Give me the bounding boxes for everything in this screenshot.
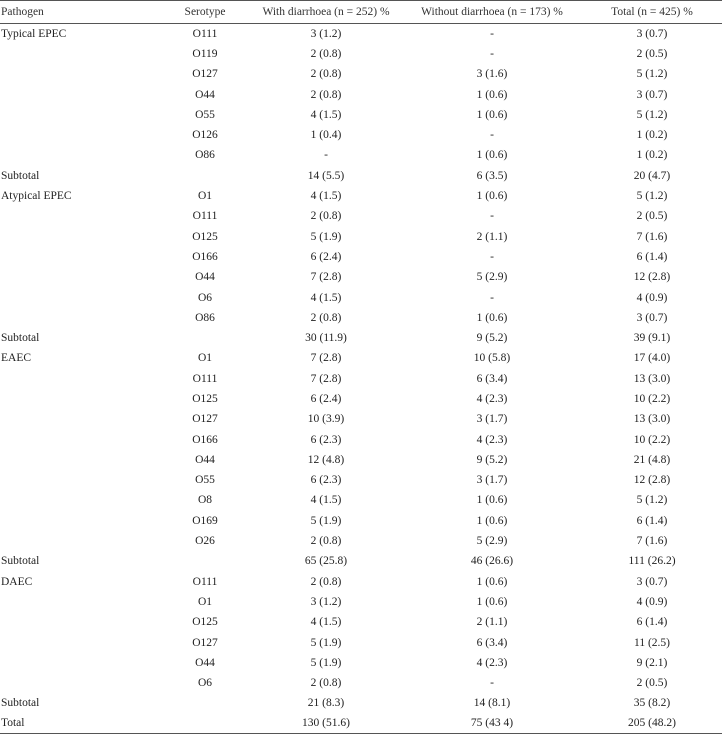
cell-with-diarrhoea: 3 (1.2) (310, 27, 342, 40)
cell-serotype: O127 (192, 68, 218, 81)
cell-without-diarrhoea: - (490, 129, 494, 142)
cell-total: 4 (0.9) (636, 291, 668, 304)
cell-serotype (160, 551, 250, 571)
table-row (0, 450, 722, 470)
cell-without-diarrhoea: 1 (0.6) (476, 514, 508, 527)
cell-pathogen (0, 206, 160, 226)
cell-with-diarrhoea: 4 (1.5) (310, 494, 342, 507)
cell-pathogen (0, 490, 160, 510)
cell-serotype: O111 (192, 210, 218, 223)
cell-without-diarrhoea: 1 (0.6) (476, 190, 508, 203)
cell-total: 7 (1.6) (636, 535, 668, 548)
table-row (0, 267, 722, 287)
cell-with-diarrhoea: 1 (0.4) (310, 129, 342, 142)
cell-without-diarrhoea: 5 (2.9) (476, 271, 508, 284)
cell-with-diarrhoea: 7 (2.8) (310, 352, 342, 365)
cell-serotype: O55 (195, 108, 215, 121)
cell-serotype: O1 (197, 595, 213, 608)
cell-serotype: O119 (192, 47, 218, 60)
cell-serotype: O44 (195, 88, 215, 101)
table-row (0, 125, 722, 145)
cell-pathogen (0, 409, 160, 429)
cell-pathogen (0, 247, 160, 267)
cell-pathogen: Subtotal (1, 697, 40, 710)
cell-pathogen: Subtotal (1, 169, 40, 182)
cell-without-diarrhoea: 2 (1.1) (476, 616, 508, 629)
cell-with-diarrhoea: 4 (1.5) (310, 190, 342, 203)
cell-without-diarrhoea: 4 (2.3) (476, 392, 508, 405)
cell-with-diarrhoea: 4 (1.5) (310, 616, 342, 629)
cell-with-diarrhoea: 7 (2.8) (310, 271, 342, 284)
cell-with-diarrhoea: 5 (1.9) (310, 656, 342, 669)
cell-serotype: O44 (195, 453, 215, 466)
cell-pathogen (0, 653, 160, 673)
cell-without-diarrhoea: - (490, 677, 494, 690)
cell-pathogen (0, 531, 160, 551)
cell-total: 5 (1.2) (636, 494, 668, 507)
cell-with-diarrhoea: 4 (1.5) (310, 291, 342, 304)
table-row (0, 226, 722, 246)
cell-serotype: O125 (192, 392, 218, 405)
cell-pathogen: Total (0, 714, 160, 734)
cell-total: 21 (4.8) (633, 453, 671, 466)
cell-with-diarrhoea: 6 (2.3) (310, 433, 342, 446)
cell-serotype: O1 (197, 190, 213, 203)
cell-serotype: O169 (192, 514, 218, 527)
table-row (0, 693, 722, 713)
cell-pathogen (0, 44, 160, 64)
cell-without-diarrhoea: 2 (1.1) (476, 230, 508, 243)
cell-serotype (160, 693, 250, 713)
cell-with-diarrhoea: 6 (2.4) (310, 392, 342, 405)
cell-with-diarrhoea: 2 (0.8) (310, 535, 342, 548)
table-row (0, 64, 722, 84)
cell-pathogen (0, 64, 160, 84)
cell-with-diarrhoea: 2 (0.8) (310, 575, 342, 588)
table-row (0, 612, 722, 632)
table-body (0, 24, 722, 734)
table-row (0, 592, 722, 612)
cell-pathogen (0, 592, 160, 612)
cell-total: 9 (2.1) (636, 656, 668, 669)
cell-total: 5 (1.2) (636, 108, 668, 121)
cell-pathogen: Atypical EPEC (1, 190, 72, 203)
cell-without-diarrhoea: 1 (0.6) (476, 311, 508, 324)
cell-serotype: O6 (197, 677, 213, 690)
table-row (0, 714, 722, 734)
cell-with-diarrhoea: 30 (11.9) (305, 332, 347, 345)
table-header (0, 1, 722, 24)
cell-pathogen (0, 612, 160, 632)
cell-with-diarrhoea: 130 (51.6) (250, 714, 402, 734)
cell-with-diarrhoea: 2 (0.8) (310, 311, 342, 324)
cell-without-diarrhoea: 1 (0.6) (476, 108, 508, 121)
cell-pathogen (0, 145, 160, 165)
cell-serotype: O127 (192, 636, 218, 649)
cell-serotype: O86 (195, 311, 215, 324)
table-row (0, 389, 722, 409)
cell-with-diarrhoea: - (324, 149, 328, 162)
cell-serotype (160, 328, 250, 348)
cell-pathogen (0, 511, 160, 531)
cell-with-diarrhoea: 10 (3.9) (307, 413, 345, 426)
cell-total: 13 (3.0) (633, 413, 671, 426)
cell-total: 3 (0.7) (636, 27, 668, 40)
cell-serotype (160, 714, 250, 734)
cell-pathogen (0, 287, 160, 307)
table-row (0, 84, 722, 104)
cell-without-diarrhoea: 4 (2.3) (476, 656, 508, 669)
cell-total: 12 (2.8) (633, 474, 671, 487)
cell-total: 2 (0.5) (636, 47, 668, 60)
cell-total: 39 (9.1) (633, 332, 671, 345)
cell-serotype: O125 (192, 230, 218, 243)
cell-serotype: O44 (195, 271, 215, 284)
header-with-diarrhoea: With diarrhoea (n = 252) % (250, 1, 402, 24)
cell-without-diarrhoea: - (490, 47, 494, 60)
cell-without-diarrhoea: 9 (5.2) (476, 453, 508, 466)
table-row (0, 632, 722, 652)
cell-serotype (160, 166, 250, 186)
cell-total: 20 (4.7) (633, 169, 671, 182)
cell-pathogen (0, 267, 160, 287)
cell-pathogen (0, 84, 160, 104)
table-row (0, 429, 722, 449)
cell-total: 205 (48.2) (582, 714, 722, 734)
cell-total: 1 (0.2) (636, 149, 668, 162)
table-row (0, 531, 722, 551)
cell-total: 6 (1.4) (636, 250, 668, 263)
cell-total: 2 (0.5) (636, 210, 668, 223)
table-row (0, 572, 722, 592)
cell-total: 13 (3.0) (633, 372, 671, 385)
cell-total: 4 (0.9) (636, 595, 668, 608)
cell-pathogen: DAEC (1, 575, 33, 588)
cell-with-diarrhoea: 5 (1.9) (310, 230, 342, 243)
cell-without-diarrhoea: 10 (5.8) (473, 352, 511, 365)
cell-total: 3 (0.7) (636, 311, 668, 324)
cell-total: 35 (8.2) (633, 697, 671, 710)
header-total: Total (n = 425) % (582, 1, 722, 24)
cell-total: 6 (1.4) (636, 616, 668, 629)
table-row (0, 186, 722, 206)
cell-without-diarrhoea: 9 (5.2) (476, 332, 508, 345)
cell-serotype: O125 (192, 616, 218, 629)
cell-pathogen: Subtotal (1, 332, 40, 345)
cell-pathogen (0, 429, 160, 449)
cell-with-diarrhoea: 2 (0.8) (310, 88, 342, 101)
cell-without-diarrhoea: 6 (3.5) (476, 169, 508, 182)
table-row (0, 166, 722, 186)
cell-serotype: O8 (197, 494, 213, 507)
cell-serotype: O126 (192, 129, 218, 142)
cell-serotype: O55 (195, 474, 215, 487)
cell-total: 11 (2.5) (634, 636, 670, 649)
cell-without-diarrhoea: - (490, 210, 494, 223)
table-row (0, 511, 722, 531)
cell-with-diarrhoea: 3 (1.2) (310, 595, 342, 608)
cell-pathogen (0, 470, 160, 490)
table-row (0, 24, 722, 44)
cell-with-diarrhoea: 2 (0.8) (310, 210, 342, 223)
cell-without-diarrhoea: 3 (1.7) (476, 474, 508, 487)
cell-serotype: O86 (195, 149, 215, 162)
cell-with-diarrhoea: 12 (4.8) (307, 453, 345, 466)
cell-serotype: O111 (192, 27, 218, 40)
cell-pathogen (0, 125, 160, 145)
cell-total: 111 (26.2) (628, 555, 676, 568)
cell-without-diarrhoea: 46 (26.6) (470, 555, 514, 568)
cell-total: 5 (1.2) (636, 190, 668, 203)
table-row (0, 247, 722, 267)
cell-serotype: O44 (195, 656, 215, 669)
cell-pathogen (0, 632, 160, 652)
cell-without-diarrhoea: 3 (1.7) (476, 413, 508, 426)
cell-serotype: O111 (192, 575, 218, 588)
cell-without-diarrhoea: 1 (0.6) (476, 149, 508, 162)
table-row (0, 206, 722, 226)
cell-serotype: O111 (192, 372, 218, 385)
cell-with-diarrhoea: 6 (2.3) (310, 474, 342, 487)
cell-total: 17 (4.0) (633, 352, 671, 365)
cell-without-diarrhoea: - (490, 291, 494, 304)
cell-total: 6 (1.4) (636, 514, 668, 527)
cell-without-diarrhoea: 1 (0.6) (476, 595, 508, 608)
cell-pathogen (0, 389, 160, 409)
header-pathogen: Pathogen (0, 1, 160, 24)
header-row (0, 1, 722, 24)
cell-with-diarrhoea: 5 (1.9) (310, 636, 342, 649)
cell-total: 3 (0.7) (636, 575, 668, 588)
cell-without-diarrhoea: 1 (0.6) (476, 88, 508, 101)
cell-pathogen: Subtotal (1, 555, 40, 568)
table-row (0, 409, 722, 429)
cell-total: 1 (0.2) (636, 129, 668, 142)
cell-serotype: O26 (195, 535, 215, 548)
cell-total: 7 (1.6) (636, 230, 668, 243)
cell-without-diarrhoea: 6 (3.4) (476, 636, 508, 649)
cell-without-diarrhoea: 3 (1.6) (476, 68, 508, 81)
cell-without-diarrhoea: 4 (2.3) (476, 433, 508, 446)
cell-serotype: O6 (197, 291, 213, 304)
cell-without-diarrhoea: 14 (8.1) (473, 697, 511, 710)
cell-pathogen (0, 673, 160, 693)
table-row (0, 470, 722, 490)
cell-serotype: O1 (197, 352, 213, 365)
header-without-diarrhoea: Without diarrhoea (n = 173) % (402, 1, 582, 24)
cell-serotype: O127 (192, 413, 218, 426)
table-row (0, 369, 722, 389)
cell-pathogen (0, 308, 160, 328)
cell-pathogen (0, 450, 160, 470)
table-row (0, 673, 722, 693)
cell-with-diarrhoea: 6 (2.4) (310, 250, 342, 263)
cell-with-diarrhoea: 2 (0.8) (310, 677, 342, 690)
cell-without-diarrhoea: - (490, 27, 494, 40)
cell-with-diarrhoea: 4 (1.5) (310, 108, 342, 121)
cell-serotype: O166 (192, 250, 218, 263)
table-row (0, 653, 722, 673)
cell-pathogen (0, 105, 160, 125)
cell-without-diarrhoea: - (490, 250, 494, 263)
cell-pathogen (0, 226, 160, 246)
cell-without-diarrhoea: 75 (43 4) (402, 714, 582, 734)
header-serotype: Serotype (160, 1, 250, 24)
table-row (0, 348, 722, 368)
cell-without-diarrhoea: 1 (0.6) (476, 494, 508, 507)
table-row (0, 328, 722, 348)
cell-with-diarrhoea: 14 (5.5) (307, 169, 345, 182)
table-row (0, 551, 722, 571)
table-row (0, 308, 722, 328)
cell-without-diarrhoea: 5 (2.9) (476, 535, 508, 548)
table-row (0, 490, 722, 510)
cell-with-diarrhoea: 7 (2.8) (310, 372, 342, 385)
cell-total: 10 (2.2) (633, 433, 671, 446)
cell-pathogen (0, 369, 160, 389)
cell-total: 3 (0.7) (636, 88, 668, 101)
table-row (0, 105, 722, 125)
cell-total: 12 (2.8) (633, 271, 671, 284)
table-row (0, 145, 722, 165)
cell-with-diarrhoea: 2 (0.8) (310, 68, 342, 81)
cell-with-diarrhoea: 5 (1.9) (310, 514, 342, 527)
cell-with-diarrhoea: 2 (0.8) (310, 47, 342, 60)
cell-pathogen: Typical EPEC (1, 27, 67, 40)
table-row (0, 287, 722, 307)
cell-without-diarrhoea: 6 (3.4) (476, 372, 508, 385)
cell-with-diarrhoea: 21 (8.3) (307, 697, 345, 710)
table-row (0, 44, 722, 64)
cell-with-diarrhoea: 65 (25.8) (304, 555, 348, 568)
cell-total: 5 (1.2) (636, 68, 668, 81)
cell-pathogen: EAEC (1, 352, 32, 365)
cell-total: 2 (0.5) (636, 677, 668, 690)
cell-total: 10 (2.2) (633, 392, 671, 405)
cell-without-diarrhoea: 1 (0.6) (476, 575, 508, 588)
cell-serotype: O166 (192, 433, 218, 446)
